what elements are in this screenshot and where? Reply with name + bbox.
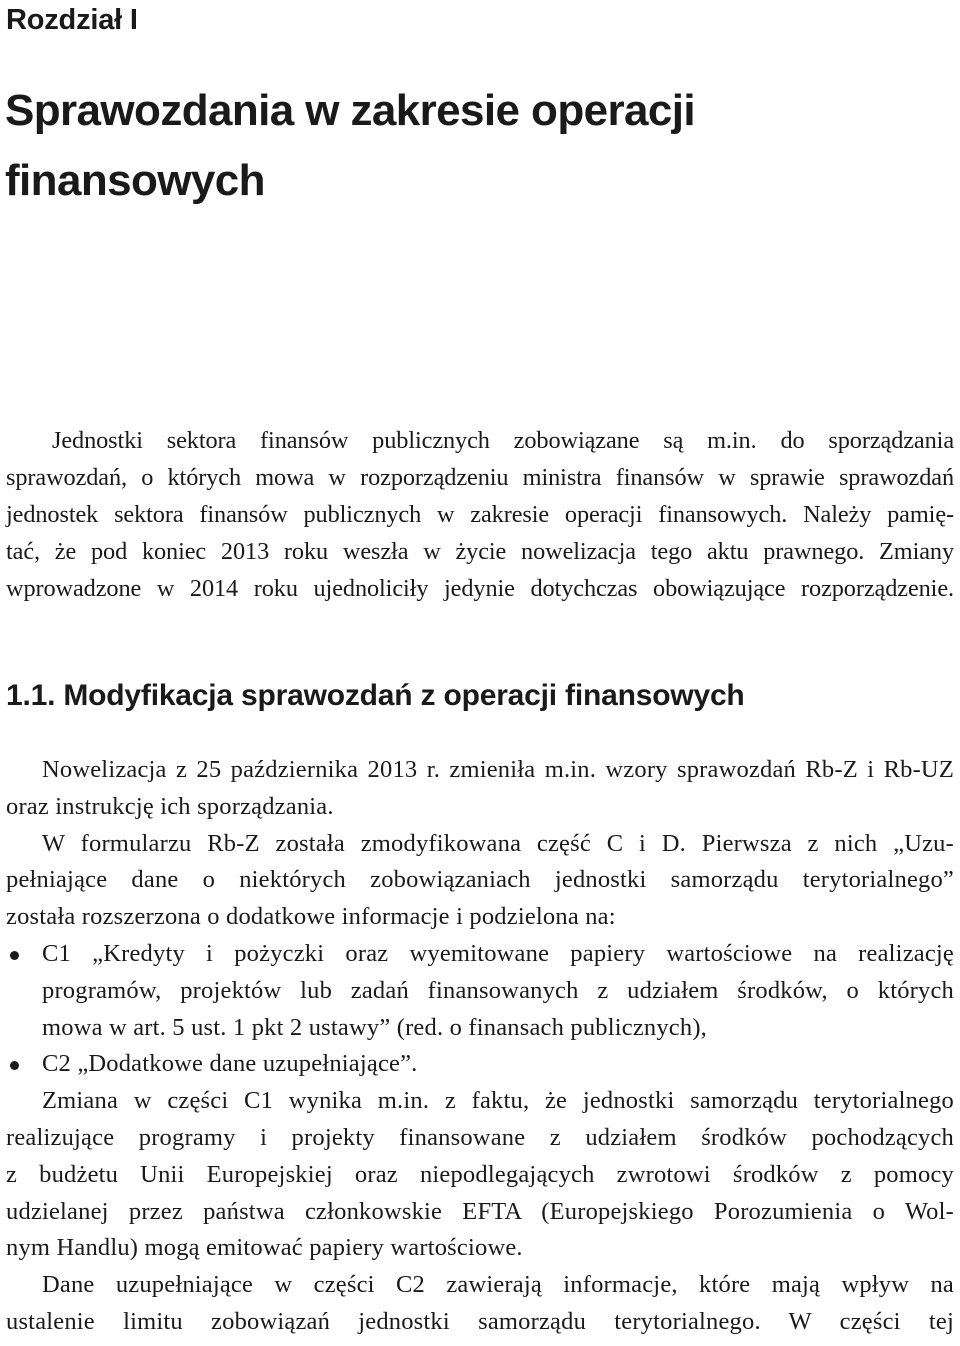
chapter-label: Rozdział I (6, 4, 138, 36)
paragraph-line: ustalenie limitu zobowiązań jednostki samorządu terytorialnego. W części tej (6, 1307, 954, 1335)
paragraph-line: wprowadzone w 2014 roku ujednoliciły jedynie dotychczas obowiązujące rozporządzenie. (6, 575, 954, 602)
paragraph-line: Jednostki sektora finansów publicznych zobowiązane są m.in. do sporządzania (52, 427, 954, 454)
section-heading: 1.1. Modyfikacja sprawozdań z operacji finansowych (6, 679, 745, 712)
chapter-title-line: Sprawozdania w zakresie operacji (5, 86, 695, 135)
paragraph-line: sprawozdań, o których mowa w rozporządzeniu ministra finansów w sprawie sprawozdań (6, 464, 954, 491)
paragraph-line: nym Handlu) mogą emitować papiery wartościowe. (6, 1234, 523, 1262)
paragraph-line: realizujące programy i projekty finansowane z udziałem środków pochodzących (6, 1123, 954, 1151)
list-item-text: C1 „Kredyty i pożyczki oraz wyemitowane papiery wartościowe na realizację (42, 939, 954, 967)
paragraph-line: Dane uzupełniające w części C2 zawierają informacje, które mają wpływ na (42, 1271, 954, 1299)
paragraph-line: Nowelizacja z 25 października 2013 r. zmieniła m.in. wzory sprawozdań Rb-Z i Rb-UZ (42, 756, 954, 783)
bullet-icon (10, 951, 19, 960)
chapter-title-line: finansowych (5, 156, 265, 205)
paragraph-line: udzielanej przez państwa członkowskie EFTA (Europejskiego Porozumienia o Wol- (6, 1197, 954, 1225)
paragraph-line: W formularzu Rb-Z została zmodyfikowana część C i D. Pierwsza z nich „Uzu- (42, 829, 954, 857)
bullet-list (6, 936, 954, 1083)
intro-paragraph (6, 422, 954, 607)
paragraph-line: Zmiana w części C1 wynika m.in. z faktu, że jednostki samorządu terytorialnego (42, 1087, 954, 1115)
list-item-continuation: mowa w art. 5 ust. 1 pkt 2 ustawy” (red. o finansach publicznych), (42, 1013, 707, 1041)
list-item-continuation: programów, projektów lub zadań finansowanych z udziałem środków, o których (42, 976, 954, 1004)
chapter-title (5, 76, 945, 216)
section-body (6, 752, 954, 1341)
paragraph-line: jednostek sektora finansów publicznych w zakresie operacji finansowych. Należy pamię- (6, 501, 954, 528)
paragraph-line: tać, że pod koniec 2013 roku weszła w życie nowelizacja tego aktu prawnego. Zmiany (6, 538, 954, 565)
paragraph-line: została rozszerzona o dodatkowe informacje i podzielona na: (6, 903, 616, 931)
list-item-text: C2 „Dodatkowe dane uzupełniające”. (42, 1050, 418, 1078)
paragraph-line: oraz instrukcję ich sporządzania. (6, 792, 334, 820)
paragraph-line: z budżetu Unii Europejskiej oraz niepodlegających zwrotowi środków z pomocy (6, 1160, 954, 1188)
list-item (6, 1046, 954, 1083)
list-item (6, 936, 954, 973)
paragraph-line: pełniające dane o niektórych zobowiązaniach jednostki samorządu terytorialnego” (6, 866, 954, 894)
bullet-icon (10, 1061, 19, 1070)
